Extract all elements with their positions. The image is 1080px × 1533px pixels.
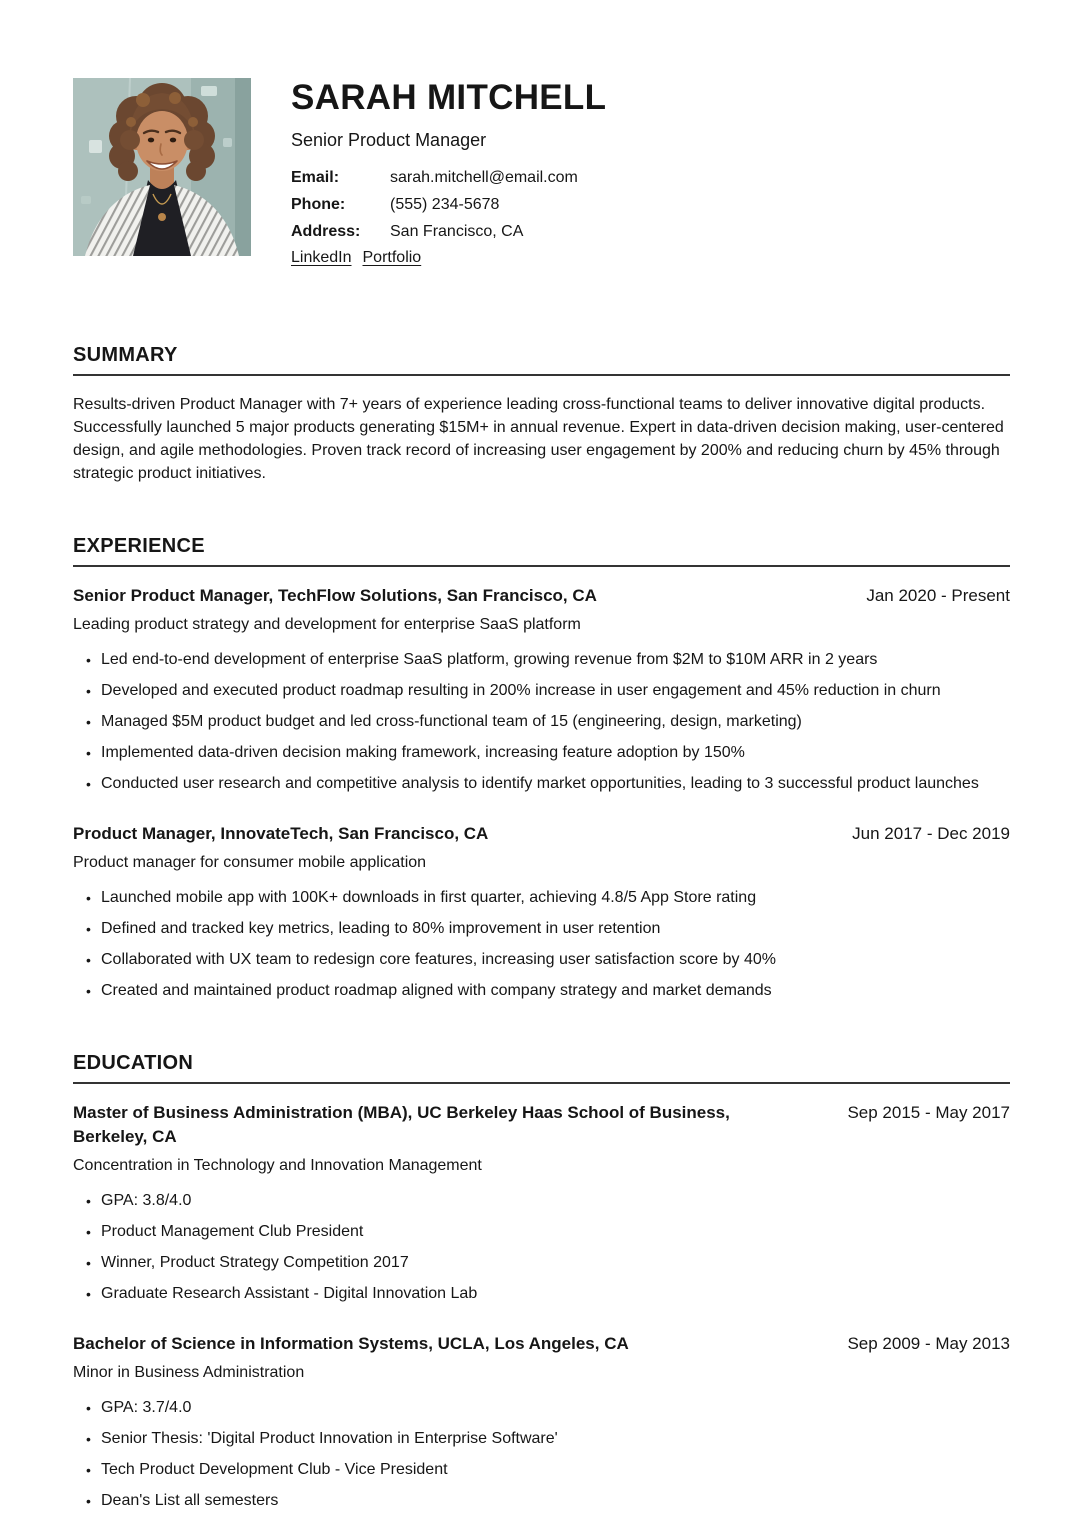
bullet-marker: •	[86, 1223, 91, 1240]
job-subtitle: Product manager for consumer mobile application	[73, 853, 427, 871]
section-divider	[73, 1082, 1010, 1084]
bullet-item	[73, 711, 1010, 733]
bullet-marker: •	[86, 1254, 91, 1271]
contact-value: (555) 234-5678	[390, 195, 500, 213]
profile-link[interactable]: Portfolio	[362, 248, 422, 266]
contact-list	[291, 168, 606, 241]
bullet-text: Conducted user research and competitive analysis to identify market opportunities, leading to 3 successful product launches	[101, 774, 979, 792]
education-entries	[73, 1101, 1010, 1512]
profile-links	[291, 249, 606, 267]
education-entry	[73, 1332, 1010, 1512]
bullet-marker: •	[86, 713, 91, 730]
bullet-item	[73, 1459, 1010, 1481]
job-dates: Jan 2020 - Present	[866, 585, 1010, 605]
experience-entries	[73, 584, 1010, 1002]
bullet-marker: •	[86, 951, 91, 968]
degree-subtitle: Concentration in Technology and Innovation Management	[73, 1156, 482, 1174]
section-summary	[73, 344, 1010, 485]
person-role: Senior Product Manager	[291, 129, 487, 150]
section-education	[73, 1052, 1010, 1512]
bullet-text: GPA: 3.7/4.0	[101, 1398, 192, 1416]
bullet-marker: •	[86, 889, 91, 906]
experience-entry	[73, 822, 1010, 1002]
bullet-marker: •	[86, 744, 91, 761]
bullet-text: Tech Product Development Club - Vice President	[101, 1460, 448, 1478]
bullet-marker: •	[86, 1399, 91, 1416]
bullet-text: Managed $5M product budget and led cross-functional team of 15 (engineering, design, marketing)	[101, 712, 802, 730]
education-entry	[73, 1101, 1010, 1305]
bullet-text: Collaborated with UX team to redesign core features, increasing user satisfaction score by 40%	[101, 950, 777, 968]
header	[73, 78, 1010, 267]
bullet-item	[73, 1490, 1010, 1512]
degree-bullets	[73, 1397, 1010, 1512]
summary-heading: SUMMARY	[73, 343, 178, 366]
bullet-text: Defined and tracked key metrics, leading to 80% improvement in user retention	[101, 919, 661, 937]
job-title: Product Manager, InnovateTech, San Francisco, CA	[73, 823, 489, 843]
bullet-marker: •	[86, 651, 91, 668]
bullet-text: Led end-to-end development of enterprise SaaS platform, growing revenue from $2M to $10M ARR in 2 years	[101, 650, 878, 668]
degree-bullets	[73, 1190, 1010, 1305]
bullet-text: Developed and executed product roadmap resulting in 200% increase in user engagement and 45% reduction in churn	[101, 681, 941, 699]
contact-row	[291, 168, 606, 187]
bullet-text: GPA: 3.8/4.0	[101, 1191, 192, 1209]
entry-head	[73, 584, 1010, 608]
summary-text: Results-driven Product Manager with 7+ years of experience leading cross-functional teams to deliver innovative digital products. Successfully launched 5 major products generating $15M+ in annual revenue. Expert in data-driven decision making, user-centered design, and agile methodologies. Proven track record of increasing user engagement by 200% and reducing churn by 45% through strategic product initiatives.	[73, 395, 1004, 482]
contact-label: Address:	[291, 222, 361, 240]
bullet-item	[73, 887, 1010, 909]
entry-head	[73, 1332, 1010, 1356]
bullet-marker: •	[86, 1492, 91, 1509]
bullet-item	[73, 1428, 1010, 1450]
section-experience	[73, 535, 1010, 1002]
job-bullets	[73, 649, 1010, 795]
profile-photo-image	[73, 78, 251, 256]
section-divider	[73, 374, 1010, 376]
entry-head	[73, 822, 1010, 846]
bullet-text: Senior Thesis: 'Digital Product Innovation in Enterprise Software'	[101, 1429, 558, 1447]
bullet-item	[73, 980, 1010, 1002]
job-bullets	[73, 887, 1010, 1002]
profile-photo	[73, 78, 251, 256]
bullet-item	[73, 680, 1010, 702]
bullet-marker: •	[86, 775, 91, 792]
bullet-text: Implemented data-driven decision making framework, increasing feature adoption by 150%	[101, 743, 745, 761]
bullet-item	[73, 1221, 1010, 1243]
bullet-text: Winner, Product Strategy Competition 2017	[101, 1253, 409, 1271]
job-title: Senior Product Manager, TechFlow Solutions, San Francisco, CA	[73, 585, 597, 605]
bullet-text: Created and maintained product roadmap aligned with company strategy and market demands	[101, 981, 772, 999]
identity-block	[291, 78, 606, 267]
degree-dates: Sep 2009 - May 2013	[847, 1333, 1010, 1353]
bullet-item	[73, 649, 1010, 671]
person-name: SARAH MITCHELL	[291, 78, 607, 117]
degree-title: Master of Business Administration (MBA), UC Berkeley Haas School of Business, Berkeley, CA	[73, 1102, 730, 1146]
contact-label: Phone:	[291, 195, 346, 213]
bullet-text: Graduate Research Assistant - Digital Innovation Lab	[101, 1284, 478, 1302]
degree-title: Bachelor of Science in Information Systems, UCLA, Los Angeles, CA	[73, 1333, 629, 1353]
contact-row	[291, 195, 606, 214]
entry-head	[73, 1101, 1010, 1149]
degree-dates: Sep 2015 - May 2017	[847, 1102, 1010, 1122]
bullet-text: Launched mobile app with 100K+ downloads in first quarter, achieving 4.8/5 App Store rating	[101, 888, 757, 906]
bullet-item	[73, 1283, 1010, 1305]
section-divider	[73, 565, 1010, 567]
contact-row	[291, 222, 606, 241]
bullet-item	[73, 1190, 1010, 1212]
bullet-item	[73, 1252, 1010, 1274]
bullet-marker: •	[86, 682, 91, 699]
profile-link[interactable]: LinkedIn	[291, 248, 352, 266]
bullet-text: Product Management Club President	[101, 1222, 364, 1240]
bullet-marker: •	[86, 1192, 91, 1209]
bullet-item	[73, 1397, 1010, 1419]
bullet-item	[73, 773, 1010, 795]
bullet-marker: •	[86, 1461, 91, 1478]
experience-heading: EXPERIENCE	[73, 534, 205, 557]
contact-label: Email:	[291, 168, 340, 186]
bullet-item	[73, 742, 1010, 764]
education-heading: EDUCATION	[73, 1051, 194, 1074]
bullet-item	[73, 949, 1010, 971]
experience-entry	[73, 584, 1010, 795]
bullet-text: Dean's List all semesters	[101, 1491, 279, 1509]
bullet-item	[73, 918, 1010, 940]
contact-value: sarah.mitchell@email.com	[390, 168, 578, 186]
degree-subtitle: Minor in Business Administration	[73, 1363, 305, 1381]
bullet-marker: •	[86, 982, 91, 999]
contact-value: San Francisco, CA	[390, 222, 524, 240]
job-dates: Jun 2017 - Dec 2019	[852, 823, 1010, 843]
bullet-marker: •	[86, 920, 91, 937]
bullet-marker: •	[86, 1285, 91, 1302]
job-subtitle: Leading product strategy and development for enterprise SaaS platform	[73, 615, 581, 633]
bullet-marker: •	[86, 1430, 91, 1447]
